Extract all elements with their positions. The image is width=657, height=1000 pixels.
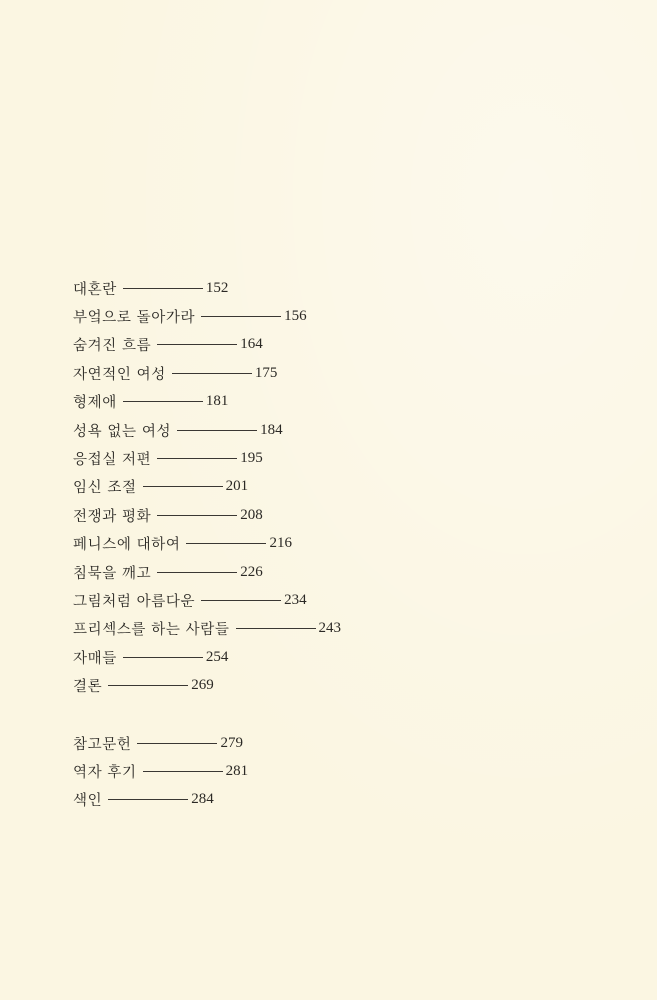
- toc-entry-title: 부엌으로 돌아가라: [73, 310, 196, 327]
- toc-entry-page: 201: [225, 478, 249, 495]
- leader-line: [201, 316, 281, 317]
- toc-entry-page: 175: [254, 364, 278, 381]
- leader-line: [186, 543, 266, 544]
- toc-entry-page: 195: [240, 450, 263, 467]
- toc-entry-title: 참고문헌: [73, 736, 132, 753]
- toc-entry-title: 임신 조절: [73, 480, 137, 497]
- toc-entry-page: 281: [225, 762, 249, 779]
- toc-entry-page: 164: [240, 336, 263, 353]
- toc-entry-title: 역자 후기: [73, 764, 137, 781]
- chapter-list: [73, 274, 633, 700]
- toc-entry-page: 226: [240, 563, 263, 580]
- leader-line: [108, 799, 188, 800]
- leader-line: [137, 743, 217, 744]
- toc-entry-page: 254: [205, 648, 229, 665]
- toc-entry-title: 프리섹스를 하는 사람들: [73, 622, 230, 639]
- toc-entry-page: 184: [260, 421, 283, 438]
- toc-entry-page: 156: [284, 308, 307, 325]
- toc-entry-title: 페니스에 대하여: [73, 537, 181, 554]
- toc-entry-page: 234: [284, 591, 307, 608]
- toc-entry-title: 자매들: [73, 650, 117, 667]
- toc-entry-title: 성욕 없는 여성: [73, 423, 172, 440]
- toc-entry: [73, 416, 633, 444]
- toc-entry: [73, 274, 633, 302]
- toc-entry-title: 침묵을 깨고: [73, 565, 152, 582]
- leader-line: [157, 572, 237, 573]
- leader-line: [157, 515, 237, 516]
- toc-entry-title: 그림처럼 아름다운: [73, 593, 196, 610]
- leader-line: [177, 430, 257, 431]
- toc-entry: [73, 501, 633, 529]
- leader-line: [123, 657, 203, 658]
- toc-entry: [73, 615, 633, 643]
- toc-entry-page: 208: [240, 506, 263, 523]
- toc-entry-title: 자연적인 여성: [73, 366, 166, 383]
- toc-entry-title: 숨겨진 흐름: [73, 338, 152, 355]
- toc-entry-page: 284: [191, 791, 214, 808]
- toc-entry: [73, 643, 633, 671]
- leader-line: [157, 344, 237, 345]
- table-of-contents: [73, 274, 633, 814]
- toc-entry: [73, 729, 633, 757]
- leader-line: [172, 373, 252, 374]
- toc-entry: [73, 530, 633, 558]
- toc-entry-page: 181: [205, 393, 229, 410]
- toc-entry-page: 243: [318, 620, 341, 637]
- toc-entry-page: 279: [220, 734, 243, 751]
- back-matter-list: [73, 729, 633, 814]
- toc-entry-page: 216: [269, 535, 292, 552]
- toc-entry: [73, 671, 633, 699]
- leader-line: [236, 628, 316, 629]
- leader-line: [143, 486, 223, 487]
- leader-line: [108, 685, 188, 686]
- toc-entry: [73, 586, 633, 614]
- toc-entry-title: 결론: [73, 679, 103, 696]
- toc-entry-title: 응접실 저편: [73, 452, 152, 469]
- toc-entry: [73, 473, 633, 501]
- toc-entry-page: 269: [191, 677, 214, 694]
- leader-line: [201, 600, 281, 601]
- leader-line: [123, 401, 203, 402]
- toc-entry: [73, 302, 633, 330]
- leader-line: [123, 288, 203, 289]
- toc-entry: [73, 757, 633, 785]
- toc-entry-title: 형제애: [73, 395, 117, 412]
- toc-entry-title: 전쟁과 평화: [73, 508, 152, 525]
- toc-entry: [73, 786, 633, 814]
- leader-line: [143, 771, 223, 772]
- toc-entry: [73, 558, 633, 586]
- toc-entry: [73, 331, 633, 359]
- toc-entry: [73, 359, 633, 387]
- toc-entry-title: 대혼란: [73, 281, 117, 298]
- toc-entry-page: 152: [205, 279, 229, 296]
- toc-entry-title: 색인: [73, 793, 103, 810]
- leader-line: [157, 458, 237, 459]
- toc-entry: [73, 388, 633, 416]
- toc-entry: [73, 444, 633, 472]
